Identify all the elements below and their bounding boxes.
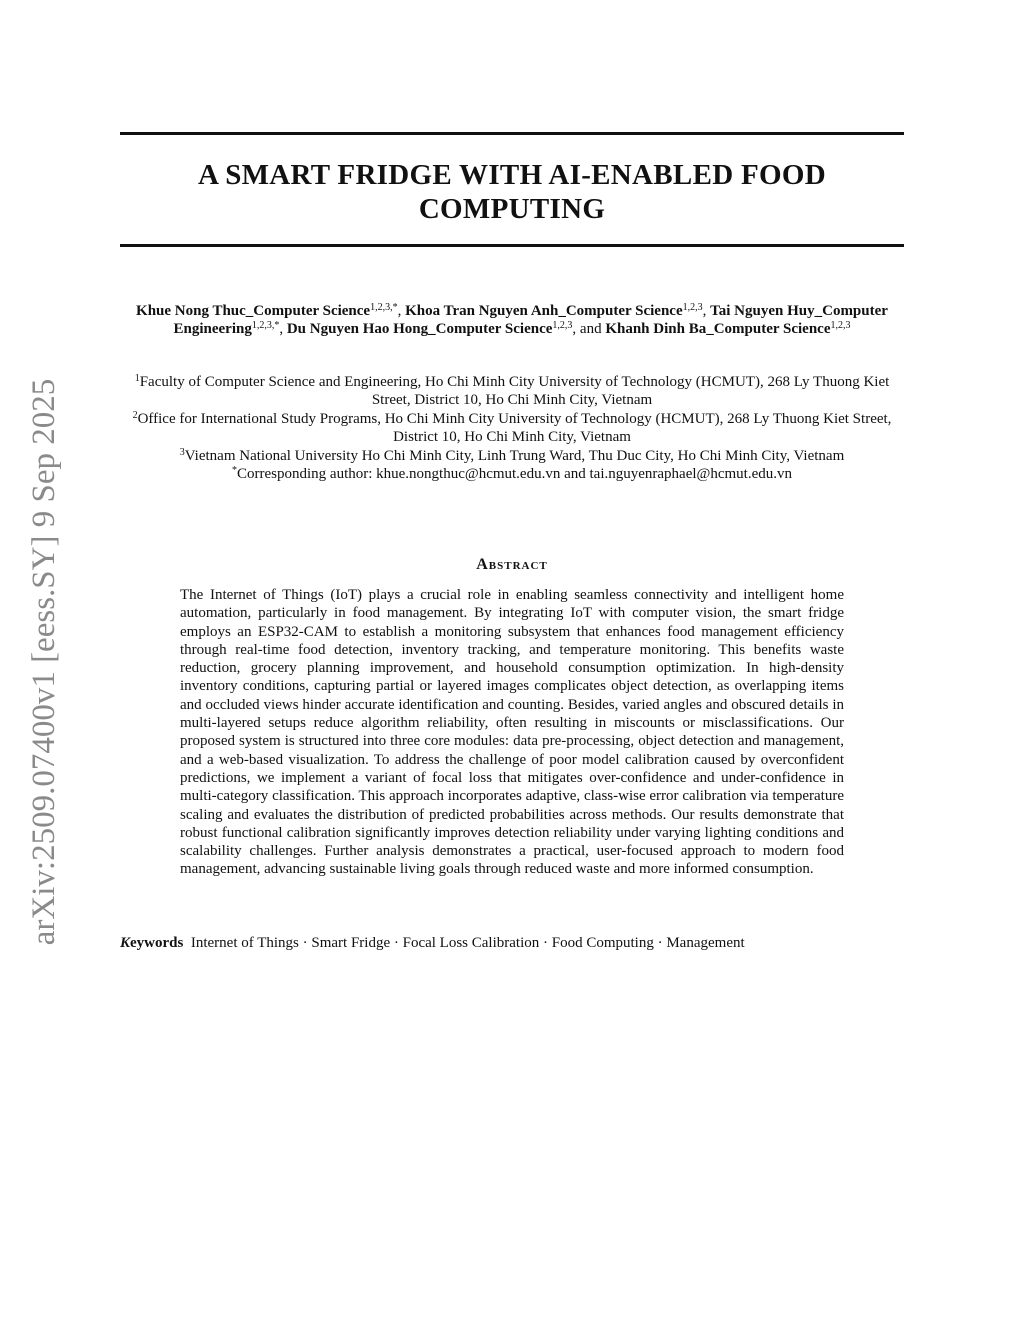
- paper-title: [120, 158, 904, 226]
- abstract-heading: Abstract: [476, 556, 548, 573]
- affiliation-mark: 1: [134, 373, 140, 384]
- affiliation-mark: 3: [179, 446, 185, 458]
- abstract-body: The Internet of Things (IoT) plays a crucial role in enabling seamless connectivity and intelligent home automation, particularly in food management. By integrating IoT with computer vision, the smart fridge employs an ESP32-CAM to establish a monitoring subsystem that enhances food management efficiency through real-time food detection, inventory tracking, and temperature monitoring. This benefits waste reduction, grocery planning improvement, and household consumption optimization. In high-density inventory conditions, capturing partial or layered images complicates object detection, as overlapping items and occluded views hinder accurate identification and counting. Besides, varied angles and obscured details in multi-layered setups reduce algorithm reliability, often resulting in miscounts or misclassifications. Our proposed system is structured into three core modules: data pre-processing, object detection and management, and a web-based visualization. To address the challenge of poor model calibration caused by overconfident predictions, we implement a variant of focal loss that mitigates over-confidence and under-confidence in multi-category classification. This approach incorporates adaptive, class-wise error calibration via temperature scaling and evaluates the distribution of predicted probabilities across methods. Our results demonstrate that robust functional calibration significantly improves detection reliability under varying lighting conditions and scalability challenges. Further analysis demonstrates a practical, user-focused approach to modern food management, advancing sustainable living goals through reduced waste and more informed consumption.: [180, 587, 844, 878]
- title-rule-bottom: [120, 244, 904, 247]
- keywords-line: [120, 934, 904, 952]
- author-separator: ,: [279, 321, 287, 337]
- affiliation-text: Office for International Study Programs, Ho Chi Minh City University of Technology (HCMUT), 268 Ly Thuong Kiet Street, District 10, Ho Chi Minh City, Vietnam: [137, 410, 892, 446]
- author-affil-marks: 1,2,3,*: [251, 320, 280, 331]
- affiliation-text: Faculty of Computer Science and Engineering, Ho Chi Minh City University of Technology (HCMUT), 268 Ly Thuong Kiet Street, District 10, Ho Chi Minh City, Vietnam: [139, 374, 890, 409]
- author-separator: , and: [572, 321, 606, 337]
- keywords-list: Internet of Things · Smart Fridge · Focal Loss Calibration · Food Computing · Management: [190, 935, 745, 951]
- author-name: Khue Nong Thuc_Computer Science: [136, 303, 371, 319]
- affiliation-text: Vietnam National University Ho Chi Minh City, Linh Trung Ward, Thu Duc City, Ho Chi Minh City, Vietnam: [184, 447, 845, 464]
- author-affil-marks: 1,2,3: [682, 302, 703, 313]
- title-line-2: COMPUTING: [418, 193, 606, 225]
- keywords-label-rest: eywords: [130, 935, 184, 951]
- author-affil-marks: 1,2,3: [552, 320, 573, 331]
- author-name: Khoa Tran Nguyen Anh_Computer Science: [405, 303, 683, 319]
- affiliation-list: [115, 373, 909, 483]
- author-affil-marks: 1,2,3,*: [370, 302, 398, 313]
- affiliation-item: [115, 447, 909, 465]
- arxiv-side-stamp: arXiv:2509.07400v1 [eess.SY] 9 Sep 2025: [26, 378, 62, 946]
- affiliation-item: [115, 410, 909, 447]
- keywords-label: [120, 935, 183, 951]
- affiliation-mark: *: [232, 465, 237, 477]
- affiliation-item: [115, 373, 909, 410]
- affiliation-mark: 2: [132, 409, 138, 421]
- keywords-label-initial: K: [120, 935, 131, 951]
- author-separator: ,: [702, 303, 711, 319]
- author-separator: ,: [397, 303, 406, 319]
- title-rule-top: [120, 132, 904, 135]
- author-name: Du Nguyen Hao Hong_Computer Science: [286, 321, 553, 337]
- author-list: [120, 302, 904, 338]
- corresponding-author: [115, 465, 909, 483]
- author-affil-marks: 1,2,3: [830, 320, 851, 331]
- author-name: Khanh Dinh Ba_Computer Science: [605, 321, 831, 337]
- title-line-1: A SMART FRIDGE WITH AI-ENABLED FOOD: [198, 159, 826, 191]
- author-name: Tai Nguyen Huy_Computer Engineering: [173, 303, 888, 337]
- affiliation-text: Corresponding author: khue.nongthuc@hcmut.edu.vn and tai.nguyenraphael@hcmut.edu.vn: [237, 466, 792, 483]
